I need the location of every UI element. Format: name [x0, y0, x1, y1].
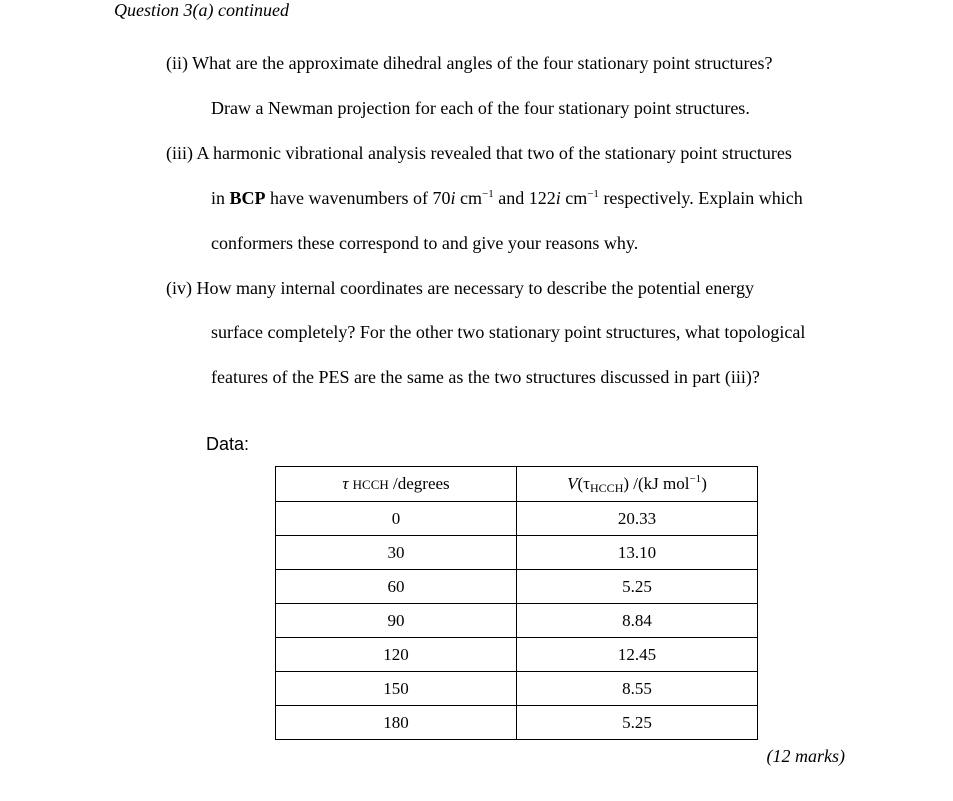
energy-cell: 8.55 [517, 672, 758, 706]
question-heading: Question 3(a) continued [114, 0, 289, 20]
table-row [276, 706, 758, 740]
question-iv-line-1: (iv) How many internal coordinates are necessary to describe the potential energy [166, 278, 754, 298]
marks-label: (12 marks) [766, 746, 845, 766]
angle-cell: 60 [276, 570, 517, 604]
question-ii-line-1: (ii) What are the approximate dihedral angles of the four stationary point structures? [166, 53, 773, 73]
table-row [276, 604, 758, 638]
table-row [276, 570, 758, 604]
energy-cell: 5.25 [517, 706, 758, 740]
question-iv-line-3: features of the PES are the same as the two structures discussed in part (iii)? [211, 367, 760, 387]
angle-cell: 150 [276, 672, 517, 706]
energy-cell: 20.33 [517, 502, 758, 536]
energy-cell: 13.10 [517, 536, 758, 570]
energy-cell: 8.84 [517, 604, 758, 638]
angle-cell: 30 [276, 536, 517, 570]
angle-cell: 120 [276, 638, 517, 672]
table-row [276, 638, 758, 672]
data-table [275, 466, 758, 740]
column-header-dihedral: τ HCCH /degrees [276, 467, 517, 502]
table-row [276, 536, 758, 570]
table-header-row [276, 467, 758, 502]
table-row [276, 502, 758, 536]
angle-cell: 180 [276, 706, 517, 740]
energy-cell: 5.25 [517, 570, 758, 604]
question-iv-line-2: surface completely? For the other two stationary point structures, what topological [211, 322, 806, 342]
question-ii-line-2: Draw a Newman projection for each of the four stationary point structures. [211, 98, 750, 118]
question-iii-line-1: (iii) A harmonic vibrational analysis revealed that two of the stationary point structures [166, 143, 792, 163]
energy-cell: 12.45 [517, 638, 758, 672]
angle-cell: 90 [276, 604, 517, 638]
question-iii-line-3: conformers these correspond to and give your reasons why. [211, 233, 639, 253]
column-header-energy: $V(\tau_{HCCH})$ /(kJ mol$^{-1}$) [517, 467, 758, 502]
data-label: Data: [206, 434, 250, 454]
question-iii-line-2: in BCP have wavenumbers of 70i $cm^{-1}$ and 122i $cm^{-1}$ respectively. Explain which [211, 188, 803, 208]
angle-cell: 0 [276, 502, 517, 536]
bcp-label: BCP [229, 188, 266, 208]
table-row [276, 672, 758, 706]
